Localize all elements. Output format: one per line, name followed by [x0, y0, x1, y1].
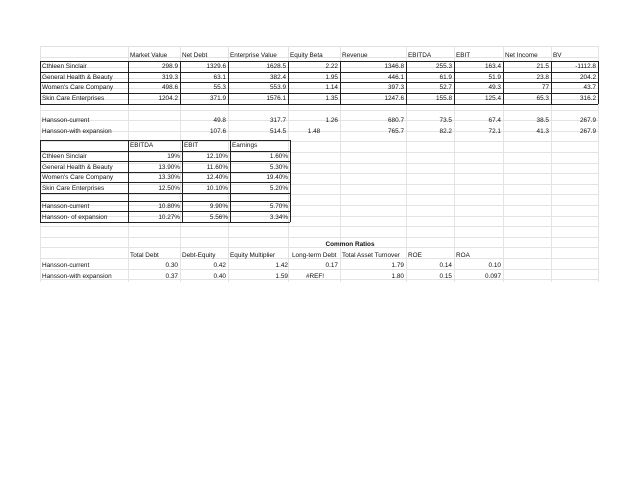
table2-cell[interactable]: 5.70%: [269, 203, 288, 210]
gridline-row: [40, 46, 598, 47]
table3-header-cell[interactable]: Debt-Equity: [182, 251, 216, 259]
gridline-row: [40, 237, 598, 238]
table1-border-row: [40, 93, 598, 94]
table3-cell[interactable]: 1.42: [275, 262, 288, 269]
table1-cell[interactable]: 1.95: [325, 73, 338, 81]
hansson-cell[interactable]: 317.7: [270, 117, 286, 124]
table1-cell[interactable]: 77: [541, 84, 549, 91]
table1-cell[interactable]: 1247.6: [384, 94, 404, 102]
table3-header-cell[interactable]: ROE: [408, 251, 422, 259]
table3-cell[interactable]: 0.17: [325, 262, 338, 269]
table2-header-cell[interactable]: Earnings: [232, 142, 258, 149]
table1-cell[interactable]: 23.8: [536, 73, 549, 81]
table3-header-cell[interactable]: Long-term Debt: [292, 251, 337, 259]
table1-cell[interactable]: 298.9: [162, 63, 178, 70]
table1-cell[interactable]: 319.3: [162, 73, 178, 81]
table2-cell[interactable]: 9.90%: [209, 203, 228, 210]
table1-border-row: [40, 61, 598, 62]
table1-cell[interactable]: 1329.6: [206, 63, 226, 70]
gridline-row: [40, 110, 598, 111]
table3-cell[interactable]: 0.10: [488, 262, 501, 269]
table3-header-cell[interactable]: Total Asset Turnover: [342, 251, 400, 259]
table1-border-row: [40, 72, 598, 73]
table1-cell[interactable]: 382.4: [270, 73, 286, 81]
table2-cell[interactable]: 5.20%: [269, 184, 288, 192]
table1-cell[interactable]: 446.1: [388, 73, 404, 81]
row-label[interactable]: Women's Care Company: [42, 174, 114, 181]
table1-border-col: [551, 61, 552, 104]
hansson-label[interactable]: Hansson-with expansion: [42, 272, 112, 280]
table2-border-row: [40, 222, 290, 223]
table3-cell[interactable]: 1.79: [391, 262, 404, 269]
table1-cell[interactable]: 125.4: [485, 94, 501, 102]
table2-cell[interactable]: 10.10%: [206, 184, 228, 192]
table1-header-cell[interactable]: Equity Beta: [290, 52, 323, 59]
hansson-label[interactable]: Hansson-current: [42, 203, 90, 210]
table1-cell[interactable]: 397.3: [388, 84, 404, 91]
table2-cell[interactable]: 11.60%: [206, 163, 228, 171]
hansson-cell[interactable]: 73.5: [439, 117, 452, 124]
gridline-row: [40, 194, 598, 195]
table2-border-row: [40, 140, 290, 141]
row-label[interactable]: Skin Care Enterprises: [42, 184, 105, 192]
table1-header-cell[interactable]: Net Debt: [182, 52, 208, 59]
hansson-cell[interactable]: 107.6: [210, 128, 226, 135]
hansson-cell[interactable]: 267.9: [580, 128, 596, 135]
table1-cell[interactable]: 1628.5: [266, 63, 286, 70]
row-label[interactable]: Women's Care Company: [42, 84, 114, 91]
hansson-label[interactable]: Hansson-current: [42, 117, 90, 124]
table2-cell[interactable]: 10.27%: [158, 213, 180, 221]
row-label[interactable]: General Health & Beauty: [42, 163, 113, 171]
table1-cell[interactable]: 65.3: [536, 94, 549, 102]
table1-border-col: [128, 61, 129, 104]
table1-cell[interactable]: 43.7: [583, 84, 596, 91]
table2-cell[interactable]: 13.90%: [158, 163, 180, 171]
row-label[interactable]: Cthleen Sinclair: [42, 153, 87, 160]
hansson-cell[interactable]: 267.9: [580, 117, 596, 124]
table1-border-row: [40, 104, 598, 105]
hansson-cell[interactable]: 72.1: [488, 128, 501, 135]
hansson-cell[interactable]: 49.8: [213, 117, 226, 124]
table1-border-row: [40, 82, 598, 83]
table1-cell[interactable]: 21.5: [536, 63, 549, 70]
table2-border-row: [40, 151, 290, 152]
table2-cell[interactable]: 12.10%: [206, 153, 228, 160]
table1-cell[interactable]: -1112.8: [575, 63, 596, 70]
table2-cell[interactable]: 19.40%: [266, 174, 288, 181]
table2-border-col: [290, 140, 291, 222]
table2-cell[interactable]: 12.40%: [206, 174, 228, 181]
row-label[interactable]: Cthleen Sinclair: [42, 63, 87, 70]
table1-border-col: [288, 61, 289, 104]
hansson-cell[interactable]: 82.2: [439, 128, 452, 135]
table3-cell[interactable]: 0.40: [213, 272, 226, 280]
table3-cell[interactable]: 0.15: [439, 272, 452, 280]
table1-cell[interactable]: 1.35: [325, 94, 338, 102]
table1-border-col: [40, 61, 41, 104]
table2-header-cell[interactable]: EBITDA: [130, 142, 154, 149]
hansson-cell[interactable]: 41.3: [536, 128, 549, 135]
table1-cell[interactable]: 163.4: [485, 63, 501, 70]
table1-header-cell[interactable]: BV: [553, 52, 562, 59]
table1-cell[interactable]: 1346.8: [384, 63, 404, 70]
table3-cell[interactable]: 0.097: [485, 272, 501, 280]
gridline-row: [40, 141, 598, 142]
table3-cell[interactable]: 0.37: [165, 272, 178, 280]
table1-border-col: [406, 61, 407, 104]
table1-cell[interactable]: 553.9: [270, 84, 286, 91]
row-label[interactable]: Skin Care Enterprises: [42, 94, 105, 102]
hansson-label[interactable]: Hansson-with expansion: [42, 128, 112, 135]
table1-border-col: [340, 61, 341, 104]
table1-header-cell[interactable]: Market Value: [130, 52, 168, 59]
hansson-cell[interactable]: 680.7: [388, 117, 404, 124]
table3-cell[interactable]: 0.14: [439, 262, 452, 269]
table2-cell[interactable]: 5.56%: [209, 213, 228, 221]
table2-header-cell[interactable]: EBIT: [184, 142, 199, 149]
hansson-label[interactable]: Hansson-current: [42, 262, 90, 269]
table3-cell[interactable]: 1.80: [391, 272, 404, 280]
table2-cell[interactable]: 1.60%: [269, 153, 288, 160]
table1-header-cell[interactable]: EBITDA: [408, 52, 432, 59]
table2-cell[interactable]: 10.80%: [158, 203, 180, 210]
table2-border-row: [40, 193, 290, 194]
table1-cell[interactable]: 2.22: [325, 63, 338, 70]
table1-cell[interactable]: 316.2: [580, 94, 596, 102]
table1-cell[interactable]: 498.6: [162, 84, 178, 91]
table1-border-col: [180, 61, 181, 104]
table3-cell[interactable]: 0.30: [165, 262, 178, 269]
table2-cell[interactable]: 13.30%: [158, 174, 180, 181]
hansson-cell[interactable]: 1.26: [325, 117, 338, 124]
table1-cell[interactable]: 63.1: [213, 73, 226, 81]
hansson-cell[interactable]: 67.4: [488, 117, 501, 124]
hansson-label[interactable]: Hansson- of expansion: [42, 213, 108, 221]
table1-header-cell[interactable]: Net Income: [505, 52, 538, 59]
table2-border-col: [230, 140, 231, 222]
table1-cell[interactable]: 1576.1: [266, 94, 286, 102]
hansson-cell[interactable]: 514.5: [270, 128, 286, 135]
table1-cell[interactable]: 49.3: [488, 84, 501, 91]
table2-cell[interactable]: 19%: [167, 153, 180, 160]
table1-header-cell[interactable]: Revenue: [342, 52, 368, 59]
table1-cell[interactable]: 52.7: [439, 84, 452, 91]
table2-border-row: [40, 211, 290, 212]
table2-border-col: [182, 140, 183, 222]
table2-border-col: [40, 140, 41, 222]
table2-border-row: [40, 182, 290, 183]
table1-border-col: [598, 61, 599, 104]
table1-cell[interactable]: 255.3: [436, 63, 452, 70]
table2-border-col: [128, 140, 129, 222]
common-ratios-title[interactable]: Common Ratios: [325, 241, 375, 248]
hansson-cell[interactable]: 765.7: [388, 128, 404, 135]
table3-cell[interactable]: #REF!: [305, 272, 325, 280]
table1-header-cell[interactable]: EBIT: [456, 52, 471, 59]
table3-cell[interactable]: 0.42: [213, 262, 226, 269]
table3-header-cell[interactable]: Total Debt: [130, 251, 159, 259]
table2-cell[interactable]: 3.34%: [269, 213, 288, 221]
table1-border-col: [503, 61, 504, 104]
hansson-cell[interactable]: 1.48: [307, 128, 321, 135]
gridline-row: [40, 226, 598, 227]
table3-header-cell[interactable]: ROA: [456, 251, 470, 259]
row-label[interactable]: General Health & Beauty: [42, 73, 113, 81]
table1-cell[interactable]: 61.9: [439, 73, 452, 81]
hansson-cell[interactable]: 38.5: [536, 117, 549, 124]
table1-cell[interactable]: 155.8: [436, 94, 452, 102]
table1-border-col: [228, 61, 229, 104]
table1-cell[interactable]: 55.3: [213, 84, 226, 91]
table1-cell[interactable]: 1204.2: [158, 94, 178, 102]
table1-cell[interactable]: 51.9: [488, 73, 501, 81]
table2-cell[interactable]: 12.50%: [158, 184, 180, 192]
table1-cell[interactable]: 204.2: [580, 73, 596, 81]
table1-cell[interactable]: 1.14: [325, 84, 338, 91]
table2-border-row: [40, 161, 290, 162]
table3-header-cell[interactable]: Equity Multiplier: [230, 251, 276, 259]
table1-border-col: [454, 61, 455, 104]
table2-cell[interactable]: 5.30%: [269, 163, 288, 171]
table1-header-cell[interactable]: Enterprise Value: [230, 52, 277, 59]
table3-cell[interactable]: 1.59: [275, 272, 288, 280]
table1-cell[interactable]: 371.9: [210, 94, 226, 102]
table2-border-row: [40, 172, 290, 173]
table2-border-row: [40, 201, 290, 202]
